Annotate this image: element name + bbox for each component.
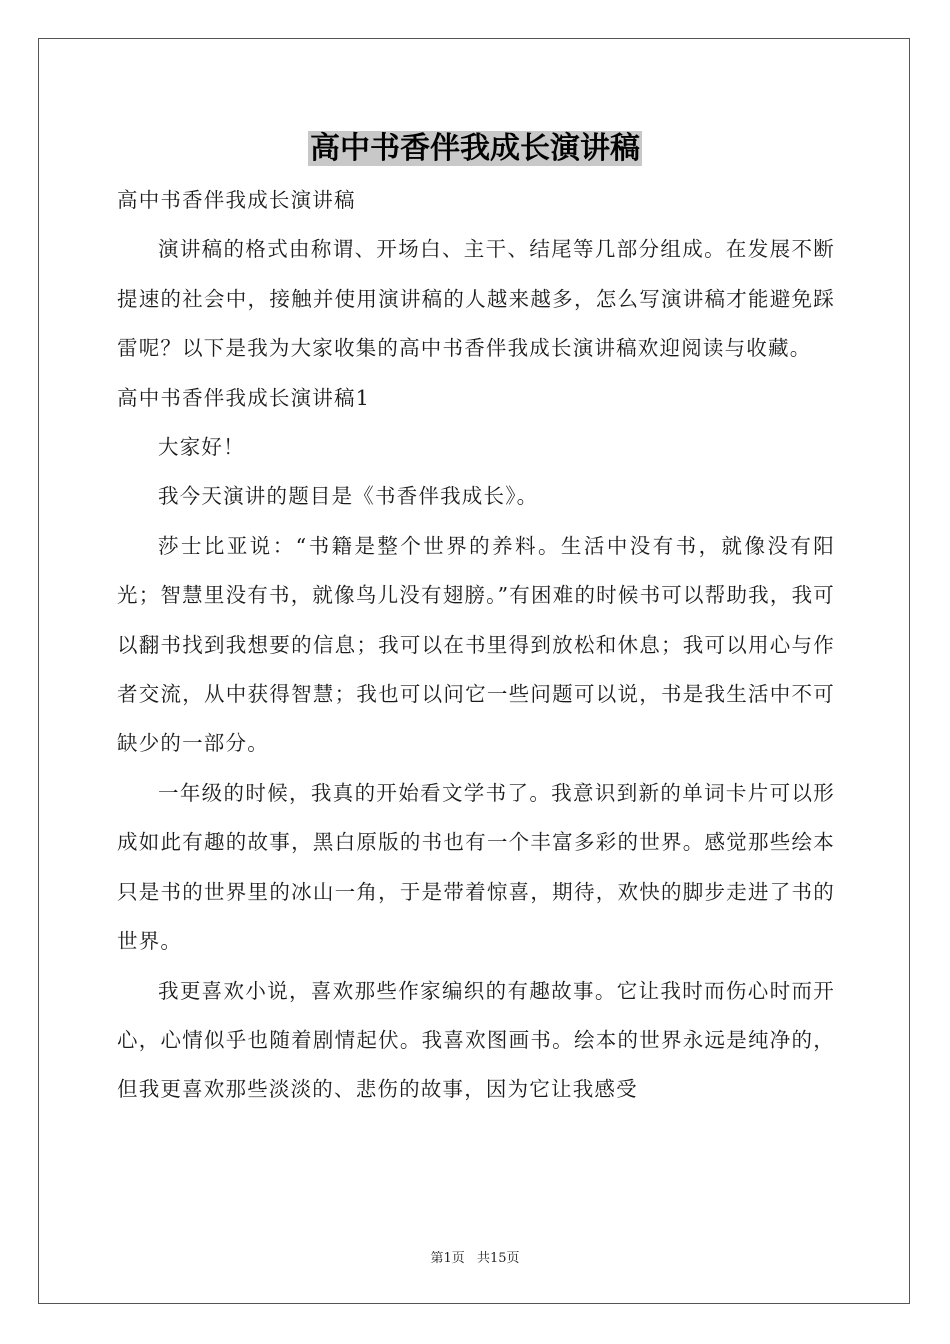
document-title <box>0 126 950 172</box>
paragraph-intro: 演讲稿的格式由称谓、开场白、主干、结尾等几部分组成。在发展不断提速的社会中，接触并使用演讲稿的人越来越多，怎么写演讲稿才能避免踩雷呢？以下是我为大家收集的高中书香伴我成长演讲稿欢迎阅读与收藏。 <box>117 237 835 361</box>
paragraph-section-heading: 高中书香伴我成长演讲稿1 <box>117 385 370 410</box>
document-body <box>117 176 835 1115</box>
page-footer <box>0 1247 950 1266</box>
paragraph-first-grade: 一年级的时候，我真的开始看文学书了。我意识到新的单词卡片可以形成如此有趣的故事，黑白原版的书也有一个丰富多彩的世界。感觉那些绘本只是书的世界里的冰山一角，于是带着惊喜，期待，欢快的脚步走进了书的世界。 <box>117 780 835 954</box>
paragraph-greeting: 大家好！ <box>158 435 245 460</box>
paragraph-subtitle: 高中书香伴我成长演讲稿 <box>117 188 356 212</box>
page-total: 共15页 <box>476 1251 520 1266</box>
document-title-text: 高中书香伴我成长演讲稿 <box>310 131 640 166</box>
paragraph-novels: 我更喜欢小说，喜欢那些作家编织的有趣故事。它让我时而伤心时而开心，心情似乎也随着剧情起伏。我喜欢图画书。绘本的世界永远是纯净的，但我更喜欢那些淡淡的、悲伤的故事，因为它让我感受 <box>117 978 835 1102</box>
paragraph-shakespeare: 莎士比亚说：“书籍是整个世界的养料。生活中没有书，就像没有阳光；智慧里没有书，就像鸟儿没有翅膀。”有困难的时候书可以帮助我，我可以翻书找到我想要的信息；我可以在书里得到放松和休息；我可以用心与作者交流，从中获得智慧；我也可以问它一些问题可以说，书是我生活中不可缺少的一部分。 <box>117 533 835 756</box>
paragraph-topic: 我今天演讲的题目是《书香伴我成长》。 <box>158 484 539 509</box>
page-number: 第1页 <box>430 1251 465 1266</box>
